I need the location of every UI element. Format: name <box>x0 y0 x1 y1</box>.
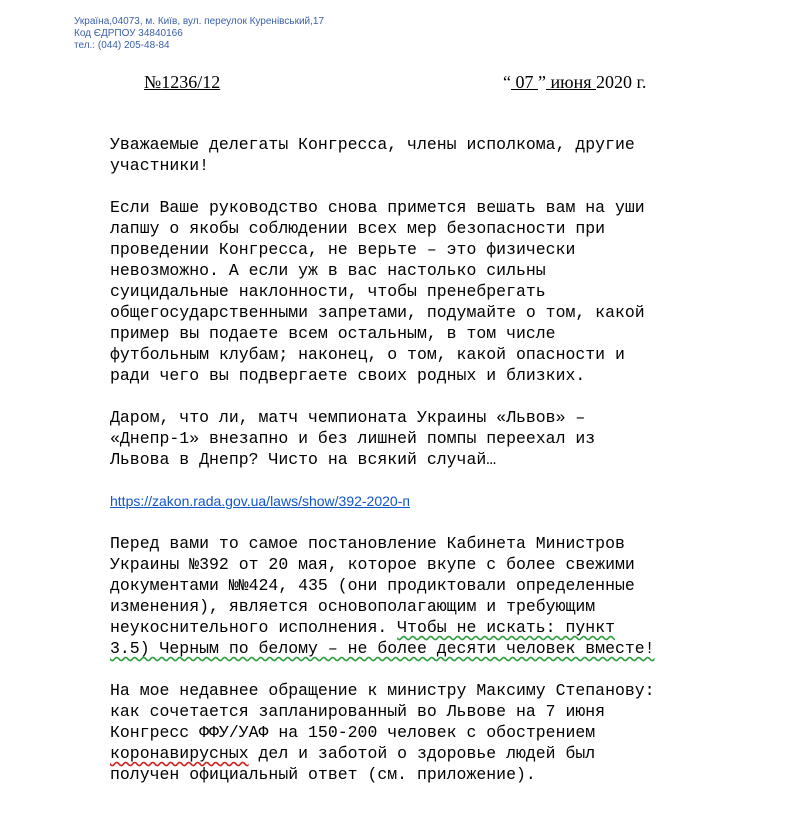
paragraph-4 <box>110 680 750 785</box>
paragraph-3 <box>110 533 750 659</box>
number-prefix: № <box>144 72 162 92</box>
date-day: 07 <box>511 72 538 92</box>
law-link[interactable]: https://zakon.rada.gov.ua/laws/show/392-2020-п <box>110 493 410 509</box>
date-month: июня <box>546 72 596 92</box>
letterhead-address: Україна,04073, м. Київ, вул. переулок Куренівський,17 <box>74 16 325 27</box>
date-close-quote: ” <box>538 72 546 92</box>
reference-number <box>144 71 220 93</box>
greeting: Уважаемые делегаты Конгресса, члены исполкома, другие участники! <box>110 135 635 175</box>
number-value: 1236/12 <box>161 72 221 92</box>
paragraph-4-text-a: На мое недавнее обращение к министру Максиму Степанову: как сочетается запланированный во Львове на 7 июня Конгресс ФФУ/УАФ на 150-200 человек с обострением <box>110 681 655 742</box>
letterhead-phone: тел.: (044) 205-48-84 <box>74 40 170 51</box>
document-date <box>503 71 646 93</box>
letterhead <box>74 16 324 52</box>
paragraph-1: Если Ваше руководство снова примется вешать вам на уши лапшу о якобы соблюдении всех мер безопасности при проведении Конгресса, не верьте – это физически невозможно. А если уж в вас настолько сильны суицидальные наклонности, чтобы пренебрегать общегосударственными запретами, подумайте о том, какой пример вы подаете всем остальным, в том числе футбольным клубам; наконец, о том, какой опасности и ради чего вы подвергаете своих родных и близких. <box>110 198 645 385</box>
paragraph-4-spell-marked: коронавирусных <box>110 744 249 763</box>
letterhead-edrpou: Код ЄДРПОУ 34840166 <box>74 28 183 39</box>
paragraph-4-text-b: дел и заботой о здоровье людей был получен официальный ответ (см. приложение). <box>110 744 596 784</box>
date-open-quote: “ <box>503 72 511 92</box>
paragraph-2: Даром, что ли, матч чемпионата Украины «Львов» – «Днепр-1» внезапно и без лишней помпы переехал из Львова в Днепр? Чисто на всякий случай… <box>110 408 596 469</box>
paragraph-3-text: Перед вами то самое постановление Кабинета Министров Украины №392 от 20 мая, которое вкупе с более свежими документами №№424, 435 (они продиктовали определенные изменения), является основополагающим и требующим неукоснительного исполнения. <box>110 534 635 637</box>
letter-body <box>110 134 750 806</box>
date-year: 2020 г. <box>596 72 647 92</box>
paragraph-3-grammar-marked: Чтобы не искать: пункт 3.5) Черным по белому – не более десяти человек вместе! <box>110 618 655 658</box>
